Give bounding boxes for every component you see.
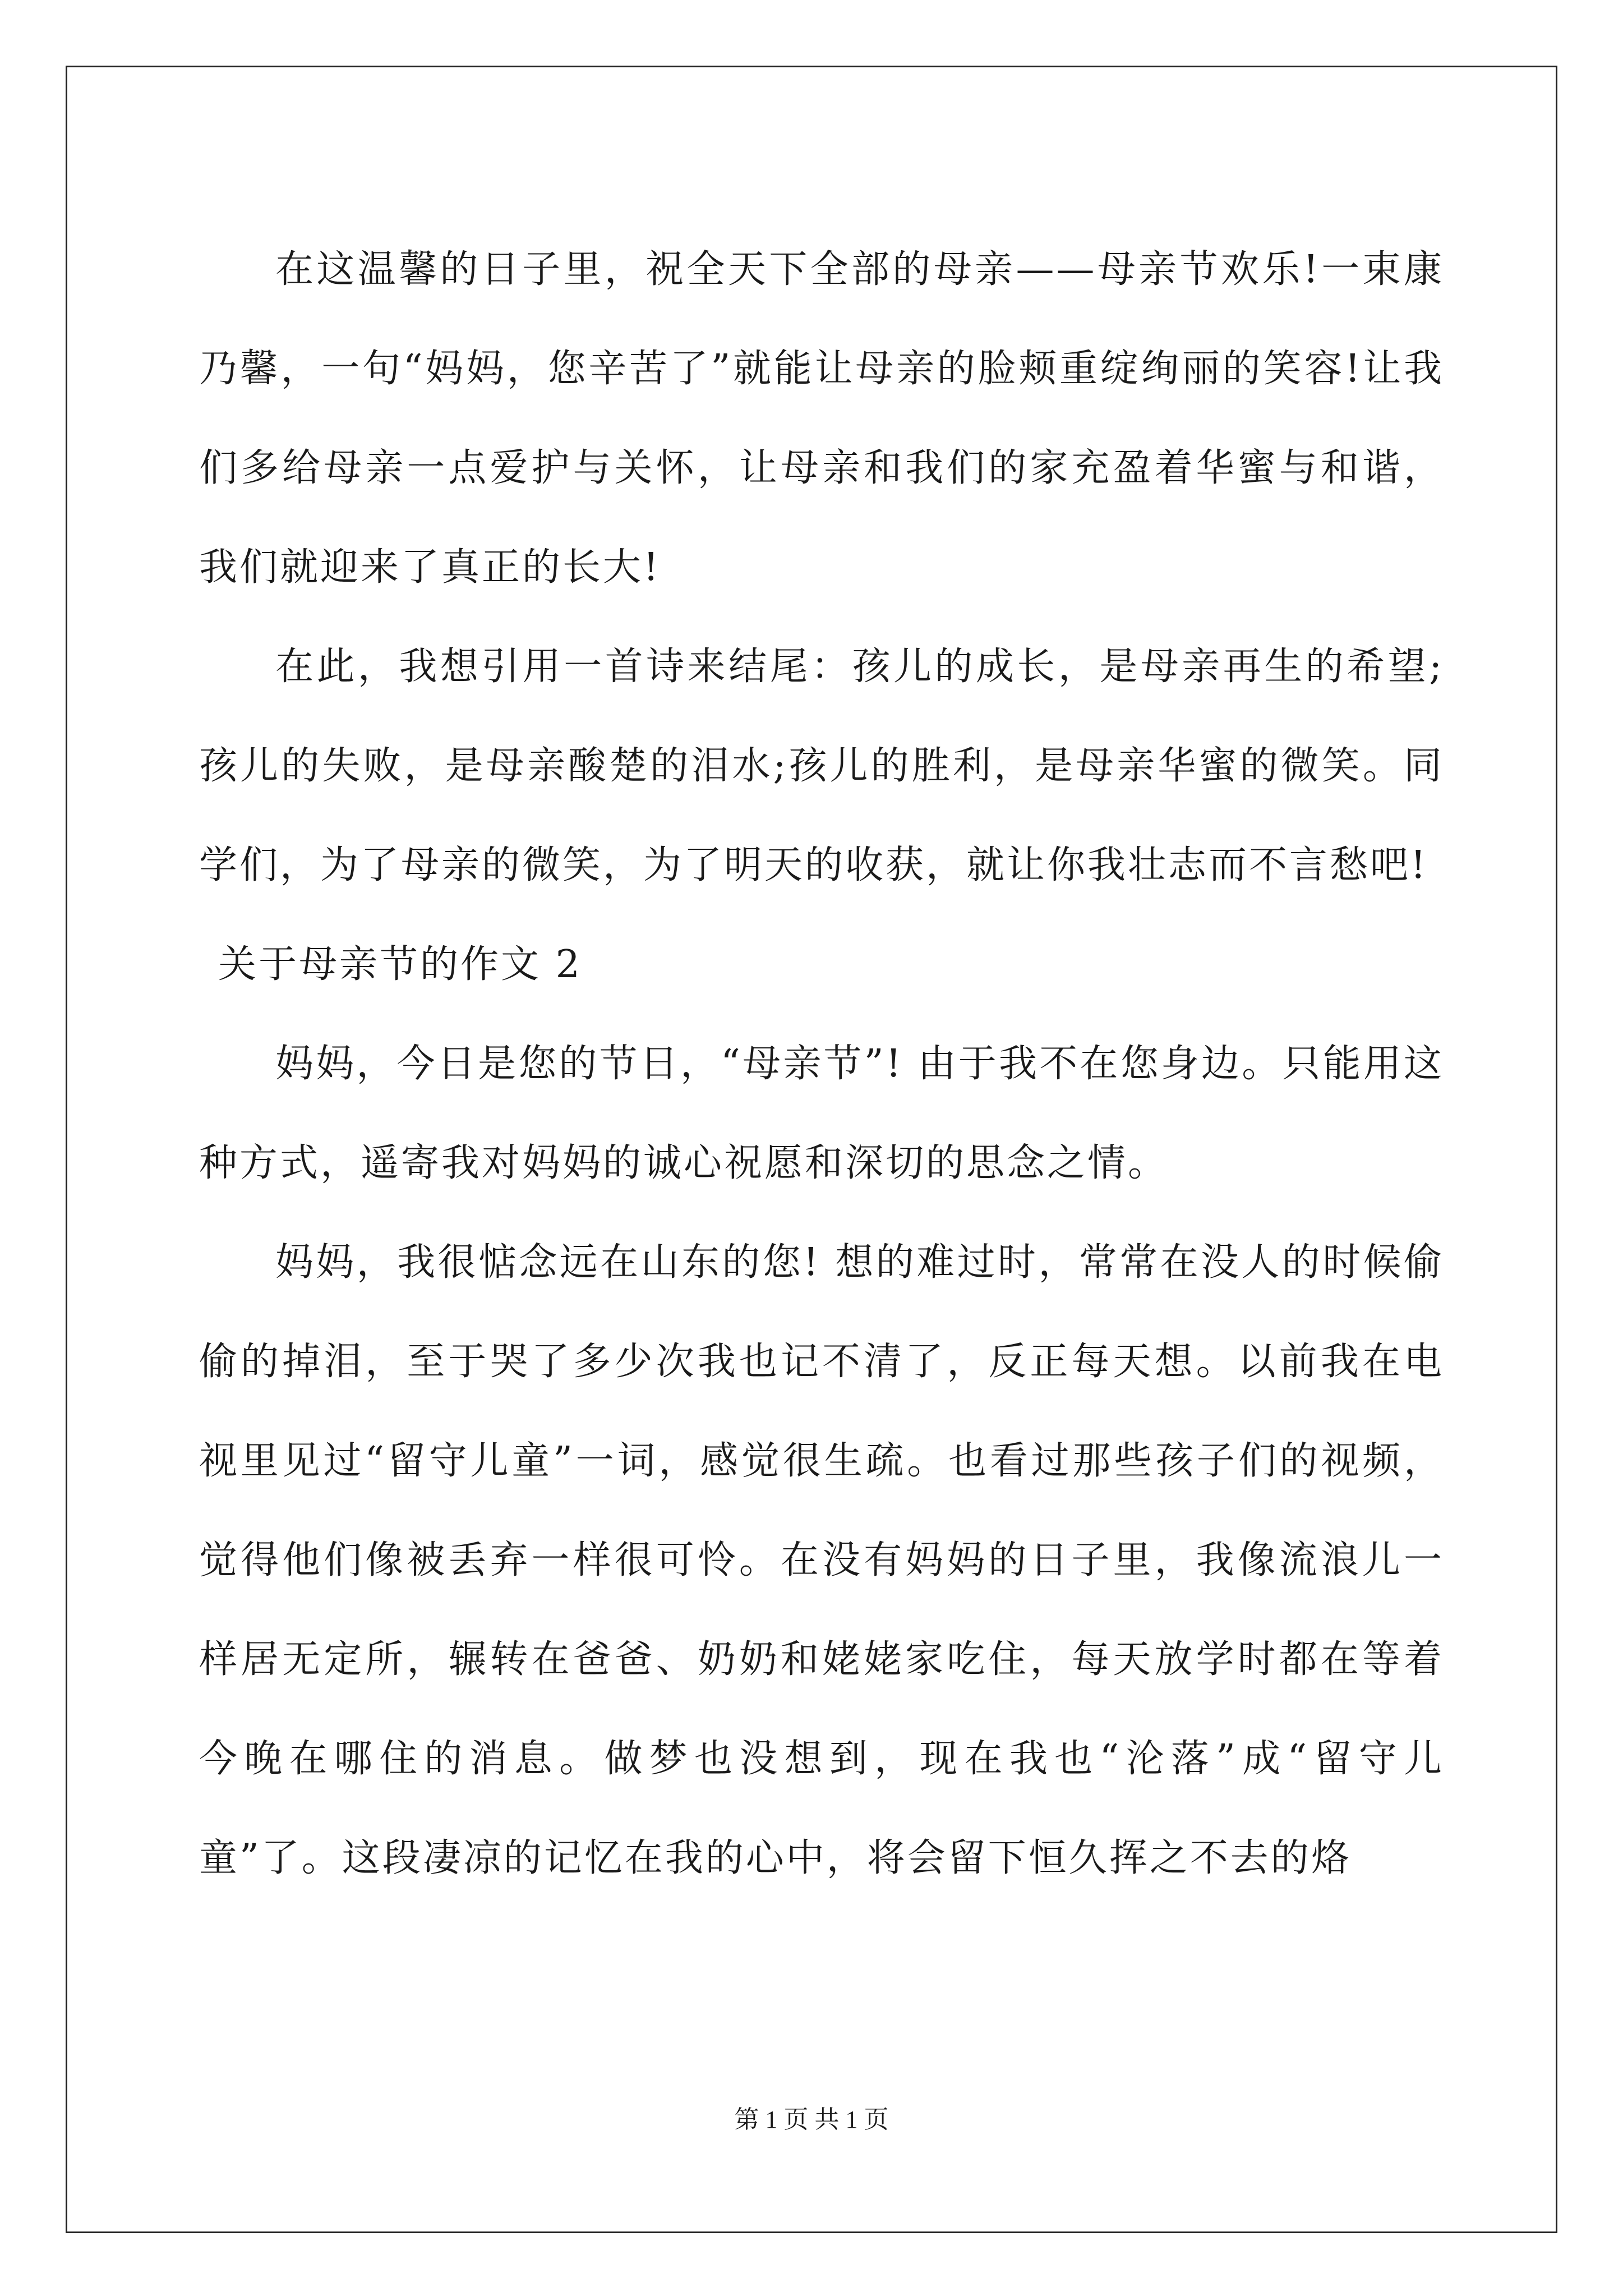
paragraph-1: 在这温馨的日子里，祝全天下全部的母亲——母亲节欢乐!一束康乃馨，一句“妈妈，您辛苦了”就能让母亲的脸颊重绽绚丽的笑容!让我们多给母亲一点爱护与关怀，让母亲和我们的家充盈着华蜜与和谐，我们就迎来了真正的长大! <box>199 247 1444 590</box>
paragraph-2: 在此，我想引用一首诗来结尾：孩儿的成长，是母亲再生的希望;孩儿的失败，是母亲酸楚的泪水;孩儿的胜利，是母亲华蜜的微笑。同学们，为了母亲的微笑，为了明天的收获，就让你我壮志而不言愁吧! <box>199 645 1444 887</box>
page-number-footer: 第 1 页 共 1 页 <box>734 2106 889 2133</box>
paragraph-4: 妈妈，我很惦念远在山东的您! 想的难过时，常常在没人的时候偷偷的掉泪，至于哭了多少次我也记不清了，反正每天想。以前我在电视里见过“留守儿童”一词，感觉很生疏。也看过那些孩子们的视频，觉得他们像被丢弃一样很可怜。在没有妈妈的日子里，我像流浪儿一样居无定所，辗转在爸爸、奶奶和姥姥家吃住，每天放学时都在等着今晚在哪住的消息。做梦也没想到，现在我也“沦落”成“留守儿童”了。这段凄凉的记忆在我的心中，将会留下恒久挥之不去的烙 <box>199 1240 1444 1880</box>
document-body <box>199 220 1444 1908</box>
paragraph-3: 妈妈，今日是您的节日，“母亲节”! 由于我不在您身边。只能用这种方式，遥寄我对妈妈的诚心祝愿和深切的思念之情。 <box>199 1042 1444 1185</box>
section-heading: 关于母亲节的作文 2 <box>218 942 582 987</box>
